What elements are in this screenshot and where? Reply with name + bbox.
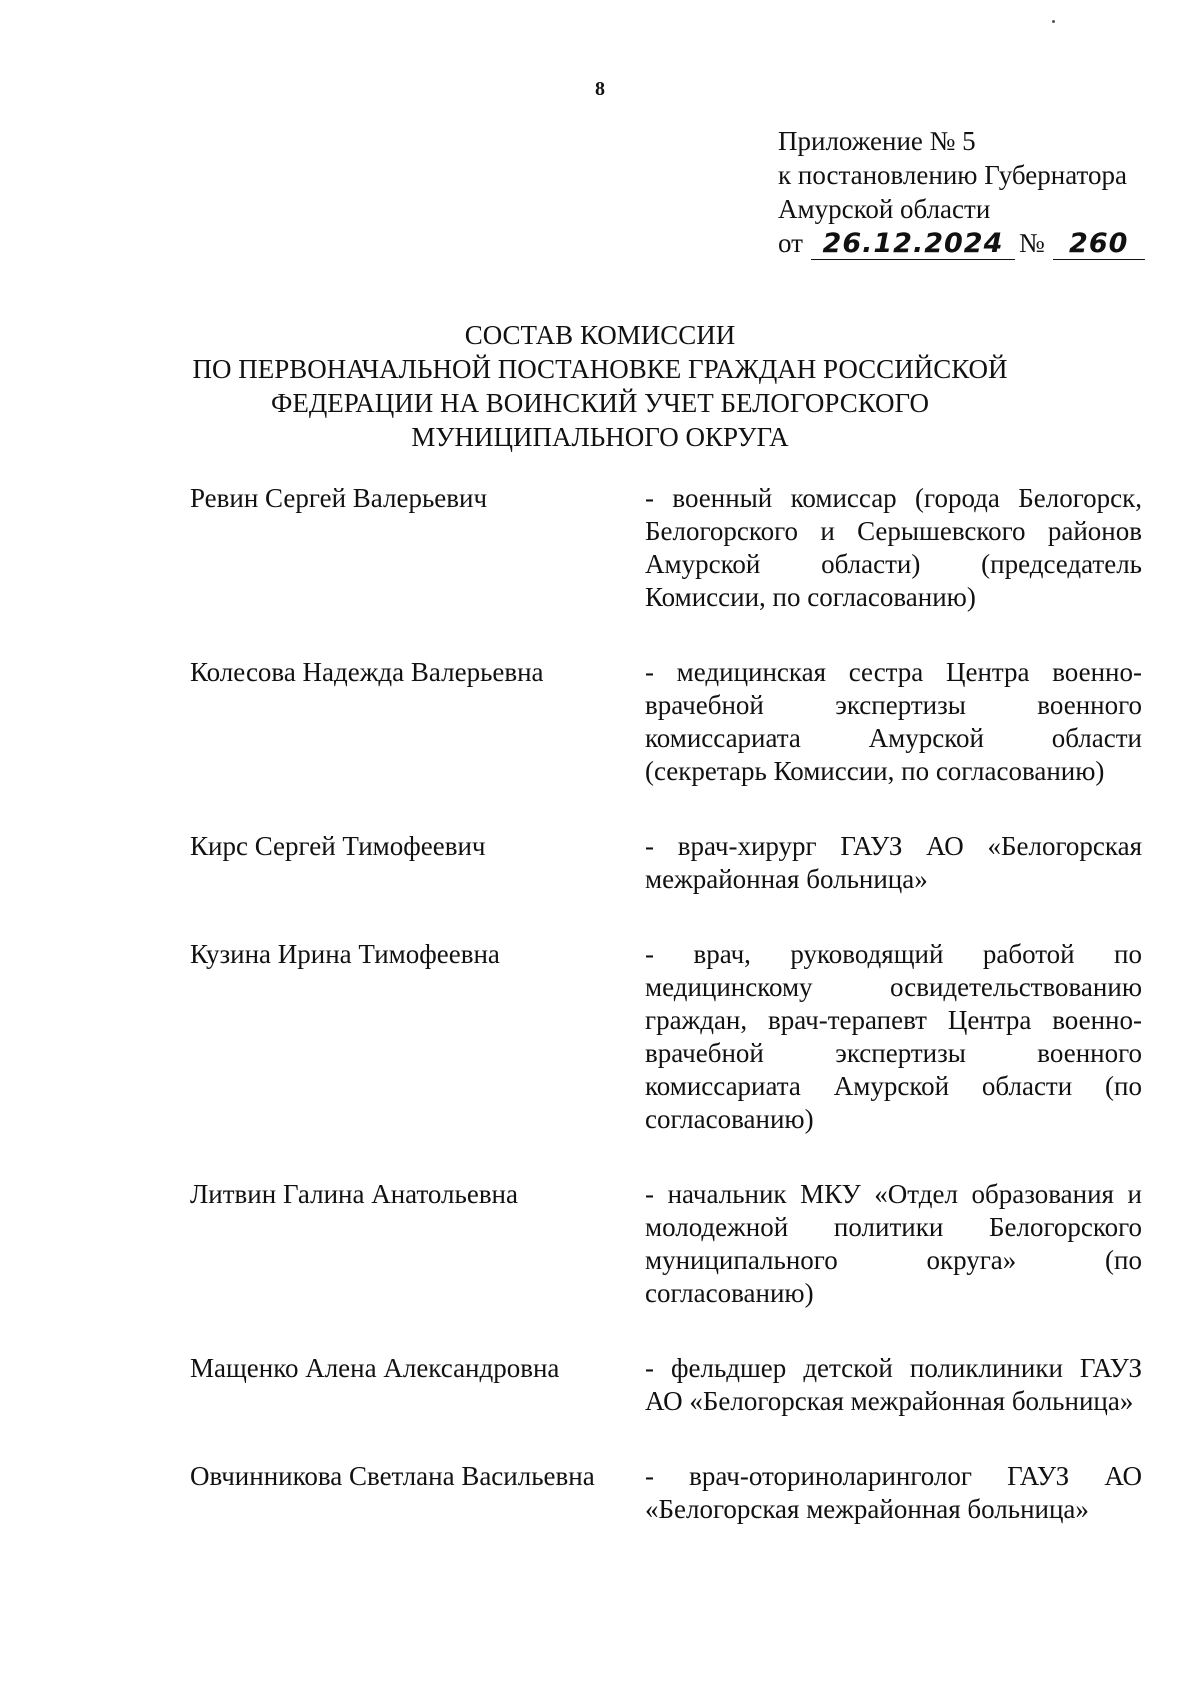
appendix-line-2: к постановлению Губернатора: [778, 160, 1127, 190]
appendix-line-1: Приложение № 5: [778, 126, 976, 156]
member-row: [190, 830, 1150, 896]
title-line-1: СОСТАВ КОМИССИИ: [464, 320, 736, 350]
member-name: Овчинникова Светлана Васильевна: [190, 1461, 595, 1491]
member-role: - врач, руководящий работой по медицинскому освидетельствованию граждан, врач-терапевт Центра военно-врачебной экспертизы военного комиссариата Амурской области (по согласованию): [645, 939, 1142, 1134]
member-row: [190, 1352, 1150, 1418]
member-row: [190, 1460, 1150, 1526]
member-row: [190, 482, 1150, 614]
member-role: - начальник МКУ «Отдел образования и молодежной политики Белогорского муниципального округа» (по согласованию): [645, 1179, 1142, 1308]
member-name: Колесова Надежда Валерьевна: [190, 657, 544, 687]
members-list: [190, 482, 1150, 1568]
handwritten-number: 260: [1053, 229, 1145, 260]
title-line-3: ФЕДЕРАЦИИ НА ВОИНСКИЙ УЧЕТ БЕЛОГОРСКОГО: [271, 388, 929, 418]
member-role: - медицинская сестра Центра военно-врачебной экспертизы военного комиссариата Амурской области (секретарь Комиссии, по согласованию): [645, 657, 1142, 786]
appendix-line-3: Амурской области: [778, 194, 991, 224]
appendix-date-line: [778, 226, 1145, 260]
member-row: [190, 1178, 1150, 1310]
appendix-block: [778, 124, 1145, 260]
member-role: - военный комиссар (города Белогорск, Белогорского и Серышевского районов Амурской области) (председатель Комиссии, по согласованию): [645, 483, 1142, 612]
member-name: Ревин Сергей Валерьевич: [190, 483, 488, 513]
document-title: [0, 318, 1200, 454]
title-line-4: МУНИЦИПАЛЬНОГО ОКРУГА: [411, 422, 789, 452]
date-prefix: от: [778, 228, 803, 258]
title-line-2: ПО ПЕРВОНАЧАЛЬНОЙ ПОСТАНОВКЕ ГРАЖДАН РОССИЙСКОЙ: [192, 354, 1008, 384]
member-name: Мащенко Алена Александровна: [190, 1353, 560, 1383]
member-name: Кузина Ирина Тимофеевна: [190, 939, 500, 969]
member-row: [190, 656, 1150, 788]
member-role: - врач-хирург ГАУЗ АО «Белогорская межрайонная больница»: [645, 831, 1142, 894]
number-sign: №: [1018, 228, 1045, 258]
member-row: [190, 938, 1150, 1136]
member-role: - фельдшер детской поликлиники ГАУЗ АО «Белогорская межрайонная больница»: [645, 1353, 1142, 1416]
member-name: Литвин Галина Анатольевна: [190, 1179, 518, 1209]
scan-speck: [1052, 20, 1055, 23]
handwritten-date: 26.12.2024: [811, 229, 1015, 260]
member-name: Кирс Сергей Тимофеевич: [190, 831, 486, 861]
page-number: 8: [595, 78, 605, 100]
member-role: - врач-оториноларинголог ГАУЗ АО «Белогорская межрайонная больница»: [645, 1461, 1142, 1524]
